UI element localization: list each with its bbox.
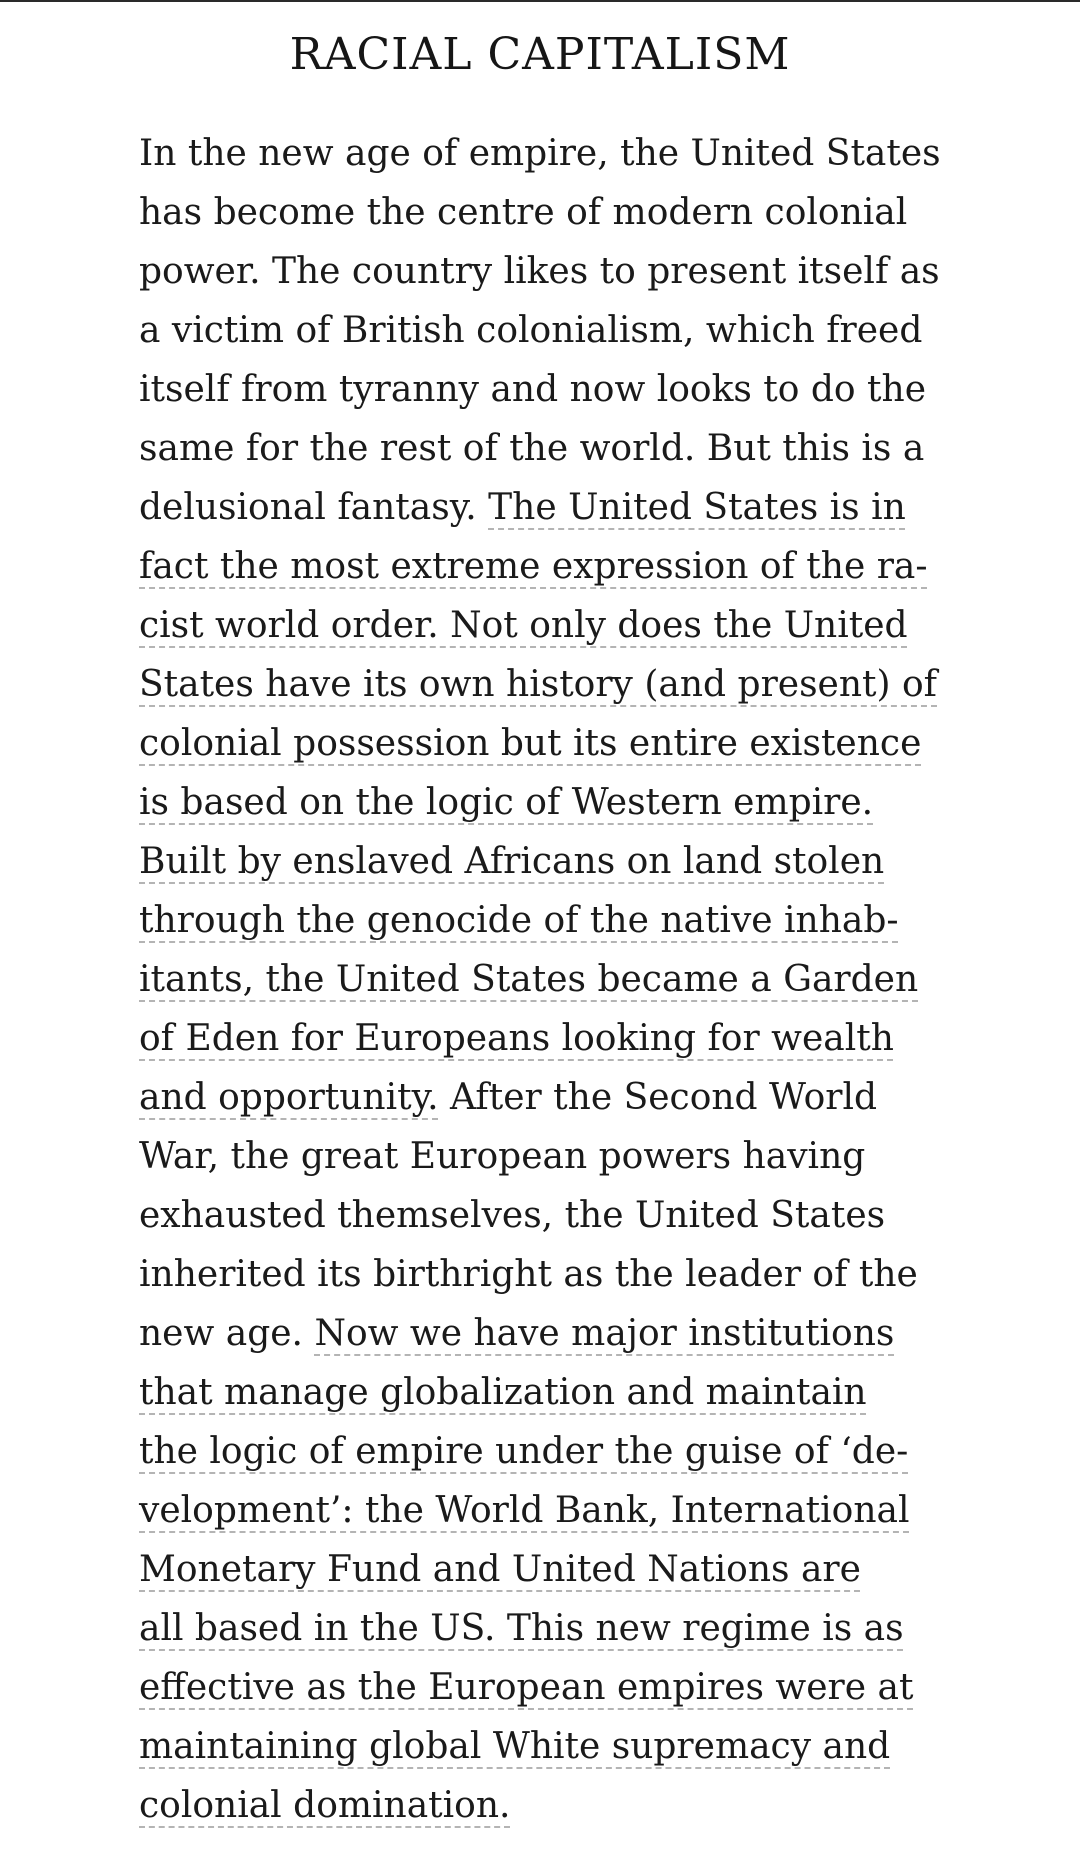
plain-text: a victim of British colonialism, which freed [139, 310, 923, 351]
plain-text: new age. [139, 1313, 315, 1354]
text-line[interactable] [139, 1599, 949, 1658]
text-line[interactable] [139, 360, 949, 419]
page-text[interactable] [139, 124, 949, 1835]
highlighted-text[interactable]: The United States is in [488, 487, 906, 528]
text-line[interactable] [139, 1009, 949, 1068]
highlighted-text[interactable]: velopment’: the World Bank, International [139, 1490, 910, 1531]
plain-text: exhausted themselves, the United States [139, 1195, 886, 1236]
text-line[interactable] [139, 419, 949, 478]
highlighted-text[interactable]: colonial domination. [139, 1785, 511, 1826]
plain-text: has become the centre of modern colonial [139, 192, 908, 233]
text-line[interactable] [139, 773, 949, 832]
text-line[interactable] [139, 301, 949, 360]
highlighted-text[interactable]: Built by enslaved Africans on land stolen [139, 841, 885, 882]
text-line[interactable] [139, 1481, 949, 1540]
text-line[interactable] [139, 1245, 949, 1304]
text-line[interactable] [139, 1304, 949, 1363]
text-line[interactable] [139, 124, 949, 183]
text-line[interactable] [139, 1776, 949, 1835]
text-line[interactable] [139, 1658, 949, 1717]
text-line[interactable] [139, 1127, 949, 1186]
text-line[interactable] [139, 242, 949, 301]
text-line[interactable] [139, 1540, 949, 1599]
top-divider [0, 0, 1080, 2]
highlighted-text[interactable]: cist world order. Not only does the United [139, 605, 908, 646]
highlighted-text[interactable]: Monetary Fund and United Nations are [139, 1549, 861, 1590]
highlighted-text[interactable]: the logic of empire under the guise of ‘de- [139, 1431, 909, 1472]
plain-text: War, the great European powers having [139, 1136, 866, 1177]
plain-text: In the new age of empire, the United States [139, 133, 941, 174]
text-line[interactable] [139, 891, 949, 950]
plain-text: After the Second World [438, 1077, 878, 1118]
highlighted-text[interactable]: through the genocide of the native inhab- [139, 900, 899, 941]
plain-text: power. The country likes to present itself as [139, 251, 940, 292]
text-line[interactable] [139, 1422, 949, 1481]
highlighted-text[interactable]: maintaining global White supremacy and [139, 1726, 891, 1767]
plain-text: same for the rest of the world. But this is a [139, 428, 925, 469]
text-line[interactable] [139, 183, 949, 242]
text-line[interactable] [139, 596, 949, 655]
text-line[interactable] [139, 1363, 949, 1422]
plain-text: itself from tyranny and now looks to do the [139, 369, 927, 410]
text-line[interactable] [139, 655, 949, 714]
highlighted-text[interactable]: that manage globalization and maintain [139, 1372, 867, 1413]
text-line[interactable] [139, 1068, 949, 1127]
highlighted-text[interactable]: of Eden for Europeans looking for wealth [139, 1018, 894, 1059]
text-line[interactable] [139, 537, 949, 596]
highlighted-text[interactable]: itants, the United States became a Garden [139, 959, 919, 1000]
text-line[interactable] [139, 950, 949, 1009]
highlighted-text[interactable]: all based in the US. This new regime is as [139, 1608, 904, 1649]
text-line[interactable] [139, 832, 949, 891]
plain-text: inherited its birthright as the leader of the [139, 1254, 918, 1295]
highlighted-text[interactable]: effective as the European empires were at [139, 1667, 914, 1708]
text-line[interactable] [139, 714, 949, 773]
highlighted-text[interactable]: fact the most extreme expression of the ra- [139, 546, 928, 587]
text-line[interactable] [139, 1717, 949, 1776]
highlighted-text[interactable]: is based on the logic of Western empire. [139, 782, 874, 823]
highlighted-text[interactable]: and opportunity. [139, 1077, 439, 1118]
highlighted-text[interactable]: States have its own history (and present) of [139, 664, 937, 705]
text-line[interactable] [139, 478, 949, 537]
highlighted-text[interactable]: colonial possession but its entire existence [139, 723, 922, 764]
highlighted-text[interactable]: Now we have major institutions [314, 1313, 895, 1354]
text-line[interactable] [139, 1186, 949, 1245]
plain-text: delusional fantasy. [139, 487, 489, 528]
running-header: RACIAL CAPITALISM [289, 29, 791, 80]
